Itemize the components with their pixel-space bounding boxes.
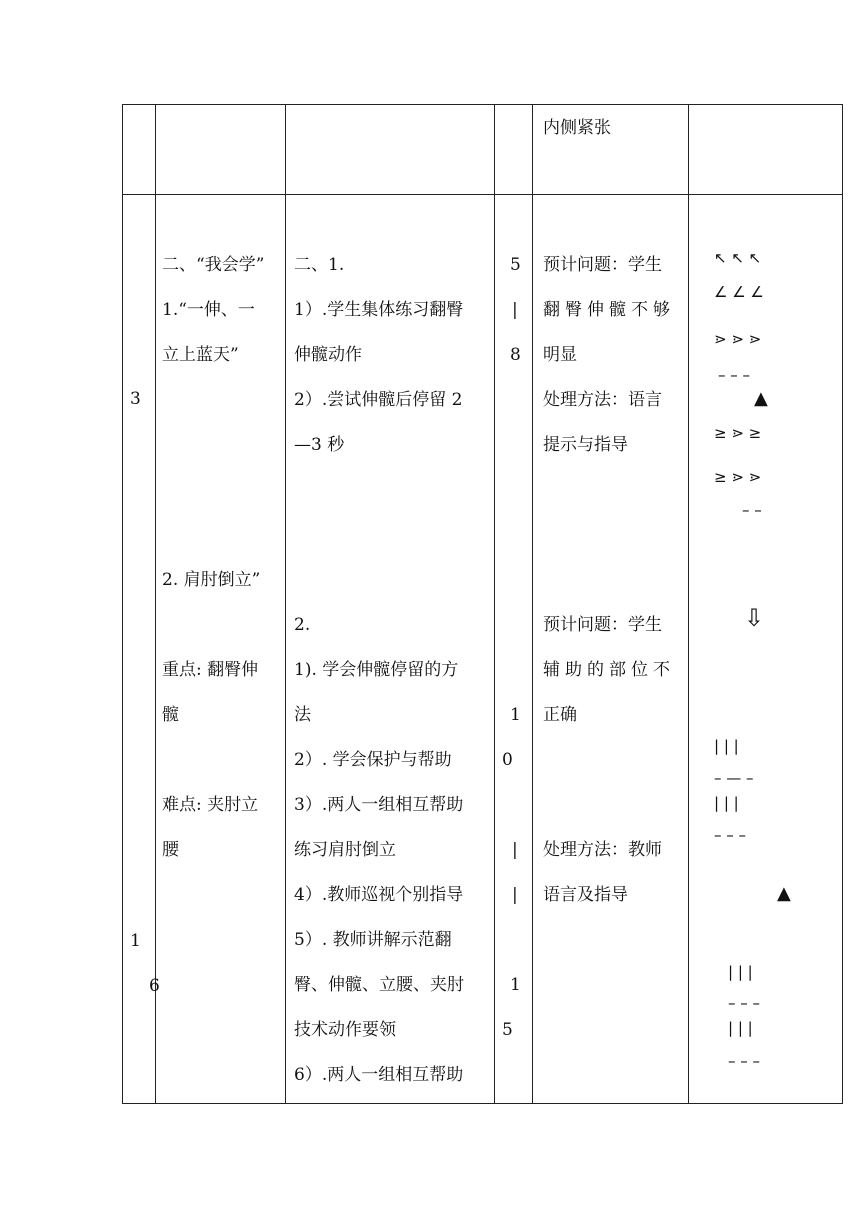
formation-row: – – – — [728, 1052, 761, 1070]
time-char: | — [512, 840, 518, 860]
table-col-divider-2 — [285, 104, 286, 1104]
method-line: 2. — [294, 615, 311, 635]
method-line: 练习肩肘倒立 — [294, 840, 396, 860]
time-char: | — [512, 300, 518, 320]
content-heading-learn: 二、“我会学” — [162, 255, 265, 275]
notes-line: 明显 — [543, 345, 577, 365]
notes-line: 辅助的部位不 — [543, 660, 675, 680]
table-row-divider — [122, 194, 843, 195]
notes-line: 正确 — [543, 705, 577, 725]
formation-row: – — – — [714, 769, 754, 787]
method-line: 伸髋动作 — [294, 345, 362, 365]
step-number-16-b: 6 — [149, 976, 160, 996]
notes-line: 语言及指导 — [543, 885, 628, 905]
formation-row: | | | — [714, 794, 739, 812]
method-line: 1）.学生集体练习翻臀 — [294, 300, 464, 320]
notes-line: 预计问题：学生 — [543, 615, 662, 635]
method-line: 1). 学会伸髋停留的方 — [294, 660, 459, 680]
time-char: 0 — [502, 750, 513, 770]
formation-row: – – – — [728, 994, 761, 1012]
table-col-divider-4 — [532, 104, 533, 1104]
formation-row: – – — [742, 501, 762, 519]
formation-row: – – – — [714, 826, 747, 844]
formation-row: ≥ ⋗ ⋗ — [714, 468, 762, 486]
method-line: 二、1. — [294, 255, 345, 275]
teacher-triangle-icon: ▲ — [777, 883, 791, 904]
content-heading-shoulder-stand: 2. 肩肘倒立” — [162, 570, 261, 590]
content-sub1-line2: 立上蓝天” — [162, 345, 239, 365]
method-line: 4）.教师巡视个别指导 — [294, 885, 464, 905]
notes-line: 处理方法：教师 — [543, 840, 662, 860]
table-border-top — [122, 104, 843, 105]
time-char: 8 — [510, 345, 521, 365]
formation-row: ↖ ↖ ↖ — [714, 249, 762, 267]
method-line: —3 秒 — [294, 435, 345, 455]
table-border-bottom — [122, 1103, 843, 1104]
table-col-divider-3 — [494, 104, 495, 1104]
time-char: | — [512, 885, 518, 905]
formation-row: | | | — [714, 737, 739, 755]
content-key-point: 重点: 翻臀伸 — [162, 660, 259, 680]
formation-row: ∠ ∠ ∠ — [714, 283, 764, 301]
method-line: 技术动作要领 — [294, 1020, 396, 1040]
method-line: 3）.两人一组相互帮助 — [294, 795, 464, 815]
teacher-triangle-icon: ▲ — [754, 388, 768, 409]
down-arrow-icon: ⇩ — [744, 604, 765, 632]
table-border-right — [842, 104, 843, 1104]
formation-row: | | | — [728, 963, 753, 981]
method-line: 6）.两人一组相互帮助 — [294, 1065, 464, 1085]
top-row-notes: 内侧紧张 — [543, 118, 611, 138]
table-col-divider-1 — [155, 104, 156, 1104]
time-char: 5 — [502, 1020, 513, 1040]
notes-line: 翻臀伸髋不够 — [543, 300, 675, 320]
content-difficult-point-cont: 腰 — [162, 840, 179, 860]
time-char: 1 — [510, 975, 521, 995]
content-key-point-cont: 髋 — [162, 705, 179, 725]
table-col-divider-5 — [688, 104, 689, 1104]
method-line: 2）.尝试伸髋后停留 2 — [294, 390, 463, 410]
step-number-3: 3 — [130, 389, 141, 409]
step-number-16-a: 1 — [130, 931, 141, 951]
method-line: 2）. 学会保护与帮助 — [294, 750, 452, 770]
method-line: 臀、伸髋、立腰、夹肘 — [294, 975, 464, 995]
time-char: 1 — [510, 705, 521, 725]
formation-row: ≥ ⋗ ≥ — [714, 424, 762, 442]
formation-row: ⋗ ⋗ ⋗ — [714, 330, 762, 348]
formation-row: – – – — [718, 366, 751, 384]
notes-line: 处理方法：语言 — [543, 390, 662, 410]
formation-row: | | | — [728, 1019, 753, 1037]
notes-line: 提示与指导 — [543, 435, 628, 455]
table-border-left — [122, 104, 123, 1104]
content-sub1-line1: 1.“一伸、一 — [162, 300, 255, 320]
method-line: 法 — [294, 705, 311, 725]
time-char: 5 — [510, 255, 521, 275]
notes-line: 预计问题：学生 — [543, 255, 662, 275]
content-difficult-point: 难点: 夹肘立 — [162, 795, 259, 815]
method-line: 5）. 教师讲解示范翻 — [294, 930, 452, 950]
